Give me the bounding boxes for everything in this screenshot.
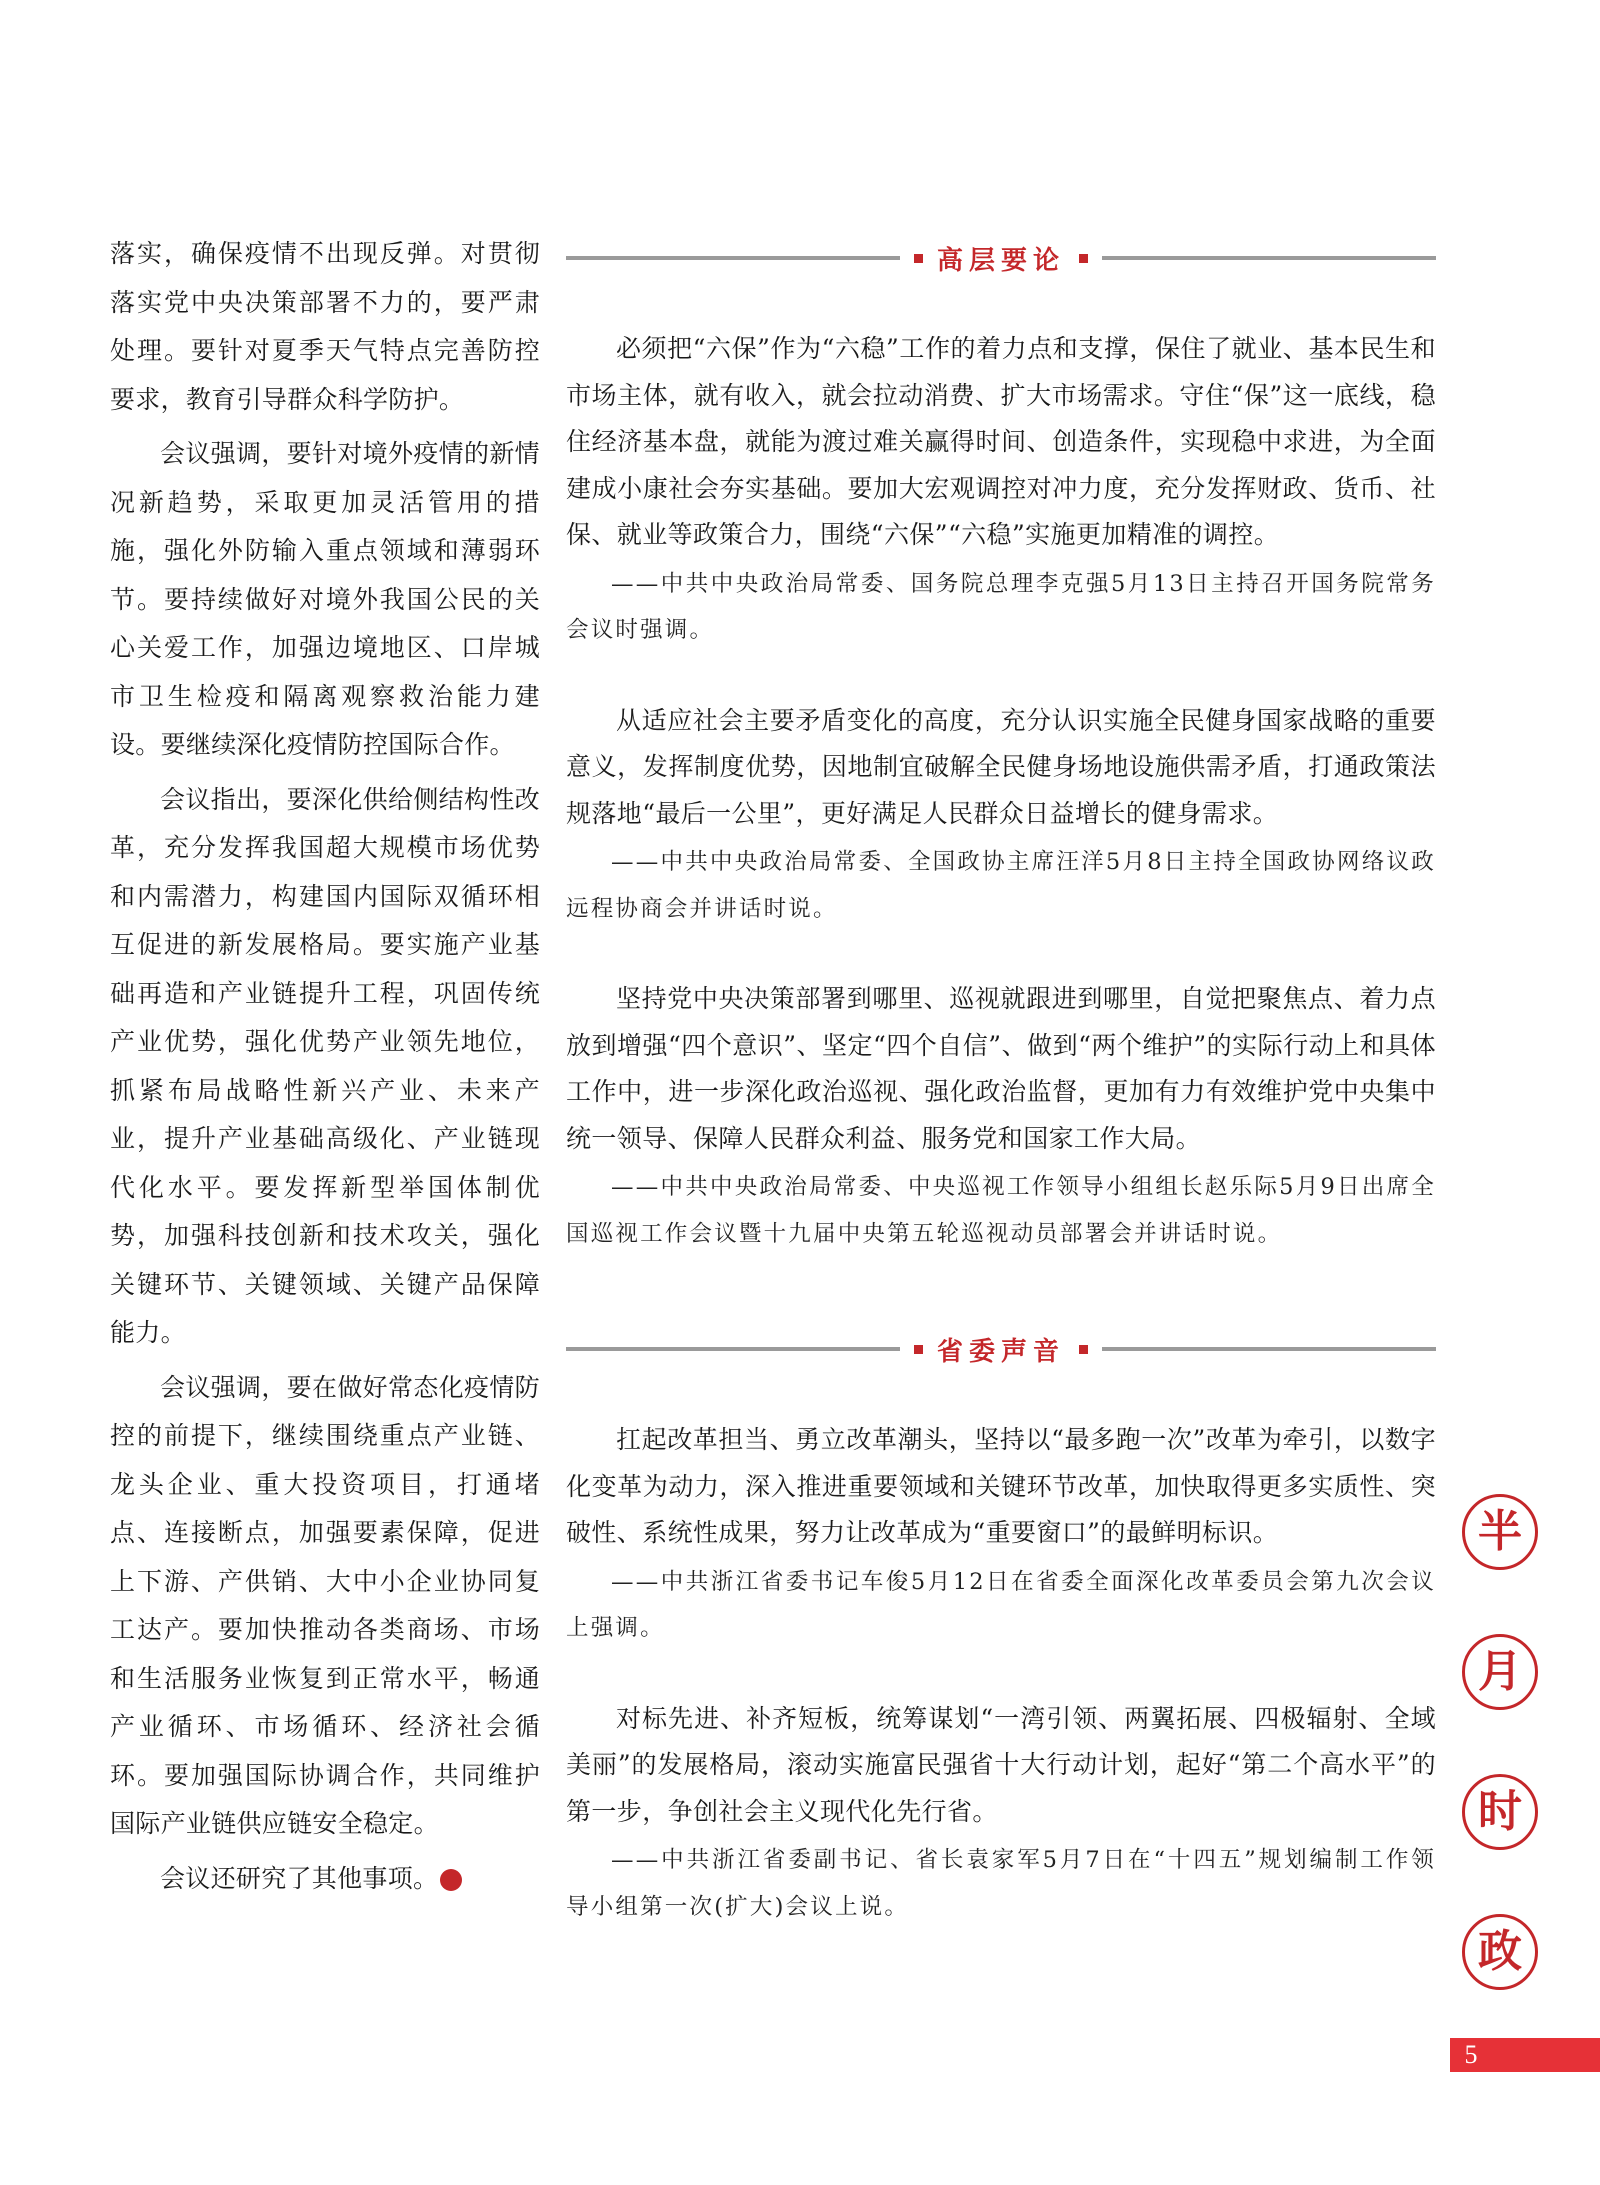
- quote-attribution: ——中共中央政治局常委、全国政协主席汪洋5月8日主持全国政协网络议政远程协商会并讲话时说。: [566, 849, 1436, 922]
- left-paragraph-3: 会议指出，要深化供给侧结构性改革，充分发挥我国超大规模市场优势和内需潜力，构建国内国际双循环相互促进的新发展格局。要实施产业基础再造和产业链提升工程，巩固传统产业优势，强化优势产业领先地位，抓紧布局战略性新兴产业、未来产业，提升产业基础高级化、产业链现代化水平。要发挥新型举国体制优势，加强科技创新和技术攻关，强化关键环节、关键领域、关键产品保障能力。: [110, 784, 540, 1347]
- seal-character: 月: [1462, 1634, 1538, 1710]
- header-rule-left: [566, 1347, 900, 1351]
- page-number: 5: [1464, 2040, 1478, 2069]
- left-paragraph-1: 落实，确保疫情不出现反弹。对贯彻落实党中央决策部署不力的，要严肃处理。要针对夏季天气特点完善防控要求，教育引导群众科学防护。: [110, 239, 540, 414]
- section-title: 省委声音: [937, 1336, 1066, 1367]
- left-paragraph-4: 会议强调，要在做好常态化疫情防控的前提下，继续围绕重点产业链、龙头企业、重大投资项目，打通堵点、连接断点，加强要素保障，促进上下游、产供销、大中小企业协同复工达产。要加快推动各类商场、市场和生活服务业恢复到正常水平，畅通产业循环、市场循环、经济社会循环。要加强国际协调合作，共同维护国际产业链供应链安全稳定。: [110, 1372, 540, 1838]
- quote-body: 坚持党中央决策部署到哪里、巡视就跟进到哪里，自觉把聚焦点、着力点放到增强“四个意识”、坚定“四个自信”、做到“两个维护”的实际行动上和具体工作中，进一步深化政治巡视、强化政治监督，更加有力有效维护党中央集中统一领导、保障人民群众利益、服务党和国家工作大局。: [566, 984, 1436, 1153]
- quote-body: 必须把“六保”作为“六稳”工作的着力点和支撑，保住了就业、基本民生和市场主体，就有收入，就会拉动消费、扩大市场需求。守住“保”这一底线，稳住经济基本盘，就能为渡过难关赢得时间、创造条件，实现稳中求进，为全面建成小康社会夯实基础。要加大宏观调控对冲力度，充分发挥财政、货币、社保、就业等政策合力，围绕“六保”“六稳”实施更加精准的调控。: [566, 334, 1436, 549]
- header-square-left: [914, 254, 923, 263]
- header-square-left: [914, 1345, 923, 1354]
- seal-character: 政: [1462, 1914, 1538, 1990]
- quote-block: [566, 1417, 1436, 1652]
- quote-attribution: ——中共中央政治局常委、中央巡视工作领导小组组长赵乐际5月9日出席全国巡视工作会议暨十九届中央第五轮巡视动员部署会并讲话时说。: [566, 1174, 1436, 1247]
- quote-block: [566, 326, 1436, 654]
- section-title: 高层要论: [937, 245, 1066, 276]
- section-header-leaders: [566, 230, 1436, 286]
- header-square-right: [1079, 1345, 1088, 1354]
- quote-body: 扛起改革担当、勇立改革潮头，坚持以“最多跑一次”改革为牵引，以数字化变革为动力，深入推进重要领域和关键环节改革，加快取得更多实质性、突破性、系统性成果，努力让改革成为“重要窗口”的最鲜明标识。: [566, 1425, 1436, 1547]
- quote-attribution: ——中共浙江省委副书记、省长袁家军5月7日在“十四五”规划编制工作领导小组第一次(扩大)会议上说。: [566, 1847, 1436, 1920]
- right-column: [566, 230, 1436, 1930]
- quote-attribution: ——中共浙江省委书记车俊5月12日在省委全面深化改革委员会第九次会议上强调。: [566, 1568, 1436, 1641]
- quote-block: [566, 1696, 1436, 1931]
- header-rule-right: [1102, 1347, 1436, 1351]
- column-title-seals: [1462, 1494, 1538, 2054]
- header-square-right: [1079, 254, 1088, 263]
- seal-character: 半: [1462, 1494, 1538, 1570]
- seal-character: 时: [1462, 1774, 1538, 1850]
- left-column: [110, 230, 540, 1909]
- quote-block: [566, 698, 1436, 933]
- last-paragraph-text: 会议还研究了其他事项。: [160, 1863, 439, 1893]
- page-number-tab: [1450, 2038, 1600, 2072]
- quote-block: [566, 976, 1436, 1257]
- quote-body: 从适应社会主要矛盾变化的高度，充分认识实施全民健身国家战略的重要意义，发挥制度优势，因地制宜破解全民健身场地设施供需矛盾，打通政策法规落地“最后一公里”，更好满足人民群众日益增长的健身需求。: [566, 705, 1436, 828]
- section-header-province: [566, 1321, 1436, 1377]
- quote-attribution: ——中共中央政治局常委、国务院总理李克强5月13日主持召开国务院常务会议时强调。: [566, 570, 1436, 643]
- end-mark-icon: 个: [440, 1869, 462, 1891]
- quote-body: 对标先进、补齐短板，统筹谋划“一湾引领、两翼拓展、四极辐射、全域美丽”的发展格局，滚动实施富民强省十大行动计划，起好“第二个高水平”的第一步，争创社会主义现代化先行省。: [566, 1703, 1436, 1826]
- header-rule-left: [566, 256, 900, 260]
- left-paragraph-5: [110, 1855, 540, 1904]
- header-rule-right: [1102, 256, 1436, 260]
- left-paragraph-2: 会议强调，要针对境外疫情的新情况新趋势，采取更加灵活管用的措施，强化外防输入重点领域和薄弱环节。要持续做好对境外我国公民的关心关爱工作，加强边境地区、口岸城市卫生检疫和隔离观察救治能力建设。要继续深化疫情防控国际合作。: [110, 439, 540, 759]
